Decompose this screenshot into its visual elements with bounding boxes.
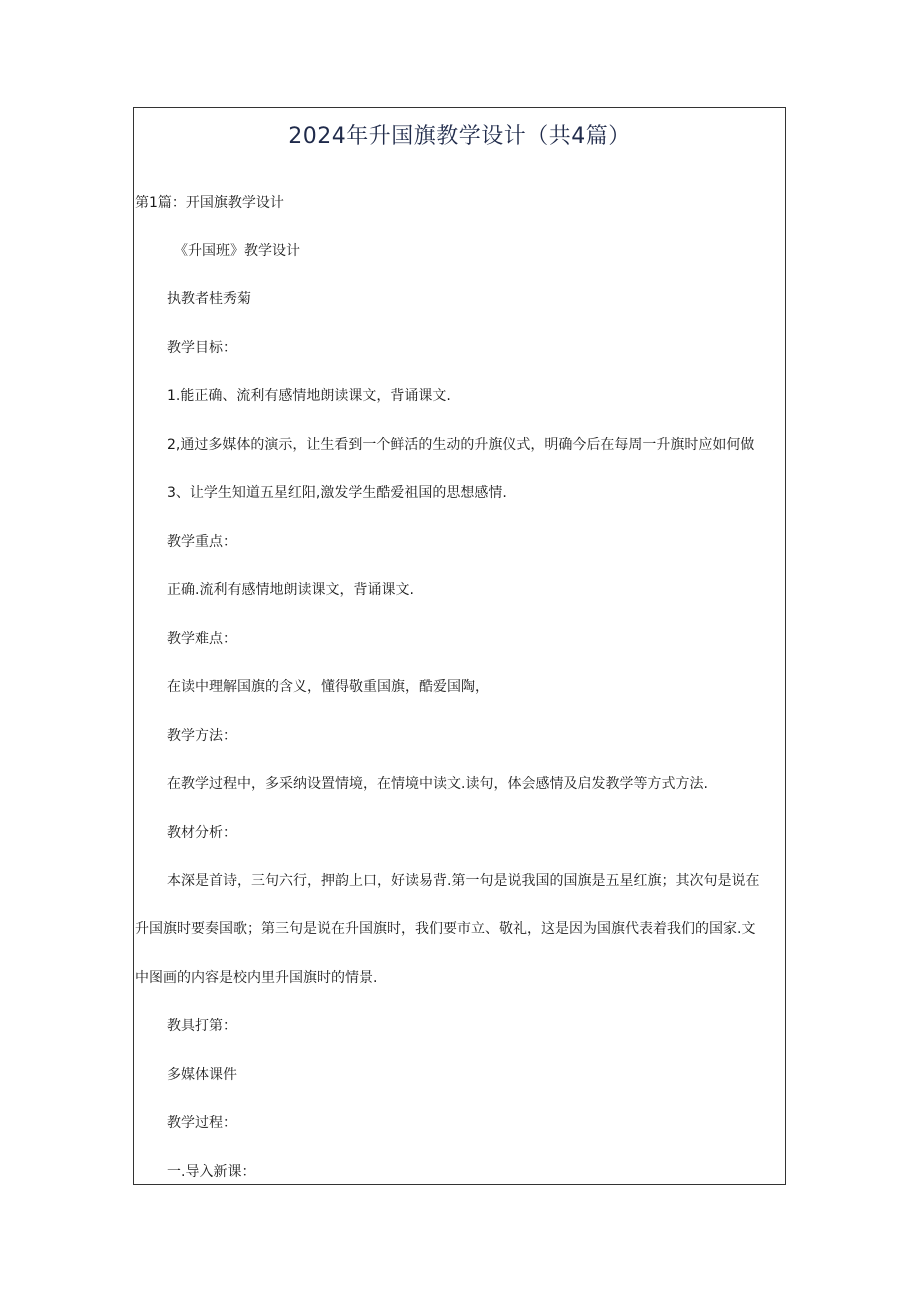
difficulties-text: 在读中理解国旗的含义，懂得敬重国旗，酷爱国陶， <box>167 679 489 695</box>
objectives-heading: 教学目标： <box>167 340 237 356</box>
materials-text: 多媒体课件 <box>167 1067 237 1083</box>
section-heading: 第1篇：开国旗教学设计 <box>135 195 284 211</box>
methods-text: 在教学过程中，多采纳设置情境，在情境中读文.读句，体会感情及启发教学等方式方法. <box>167 776 708 792</box>
document-page <box>133 107 786 1185</box>
analysis-text-line-2: 升国旗时要奏国歌；第三句是说在升国旗时，我们要市立、敬礼，这是因为国旗代表着我们的国家.文 <box>135 921 756 937</box>
methods-heading: 教学方法： <box>167 728 237 744</box>
materials-heading: 教具打第： <box>167 1018 237 1034</box>
key-points-text: 正确.流利有感情地朗读课文，背诵课文. <box>167 582 414 598</box>
objective-item-3: 3、让学生知道五星红阳,激发学生酷爱祖国的思想感情. <box>167 485 507 501</box>
objective-item-2: 2,通过多媒体的演示，让生看到一个鲜活的生动的升旗仪式，明确今后在每周一升旗时应如何做 <box>167 437 755 453</box>
author-line: 执教者桂秀菊 <box>167 291 251 307</box>
document-title: 2024年升国旗教学设计（共4篇） <box>288 124 631 149</box>
process-heading: 教学过程： <box>167 1115 237 1131</box>
lesson-title: 《升国班》教学设计 <box>174 243 300 259</box>
key-points-heading: 教学重点： <box>167 534 237 550</box>
objective-item-1: 1.能正确、流利有感情地朗读课文，背诵课文. <box>167 388 451 404</box>
difficulties-heading: 教学难点： <box>167 631 237 647</box>
analysis-heading: 教材分析： <box>167 825 237 841</box>
analysis-text-line-3: 中图画的内容是校内里升国旗时的情景. <box>135 970 378 986</box>
process-step-1: 一.导入新课： <box>167 1164 256 1180</box>
analysis-text-line-1: 本深是首诗，三句六行，押韵上口，好读易背.第一句是说我国的国旗是五星红旗；其次句是说在 <box>167 873 760 889</box>
